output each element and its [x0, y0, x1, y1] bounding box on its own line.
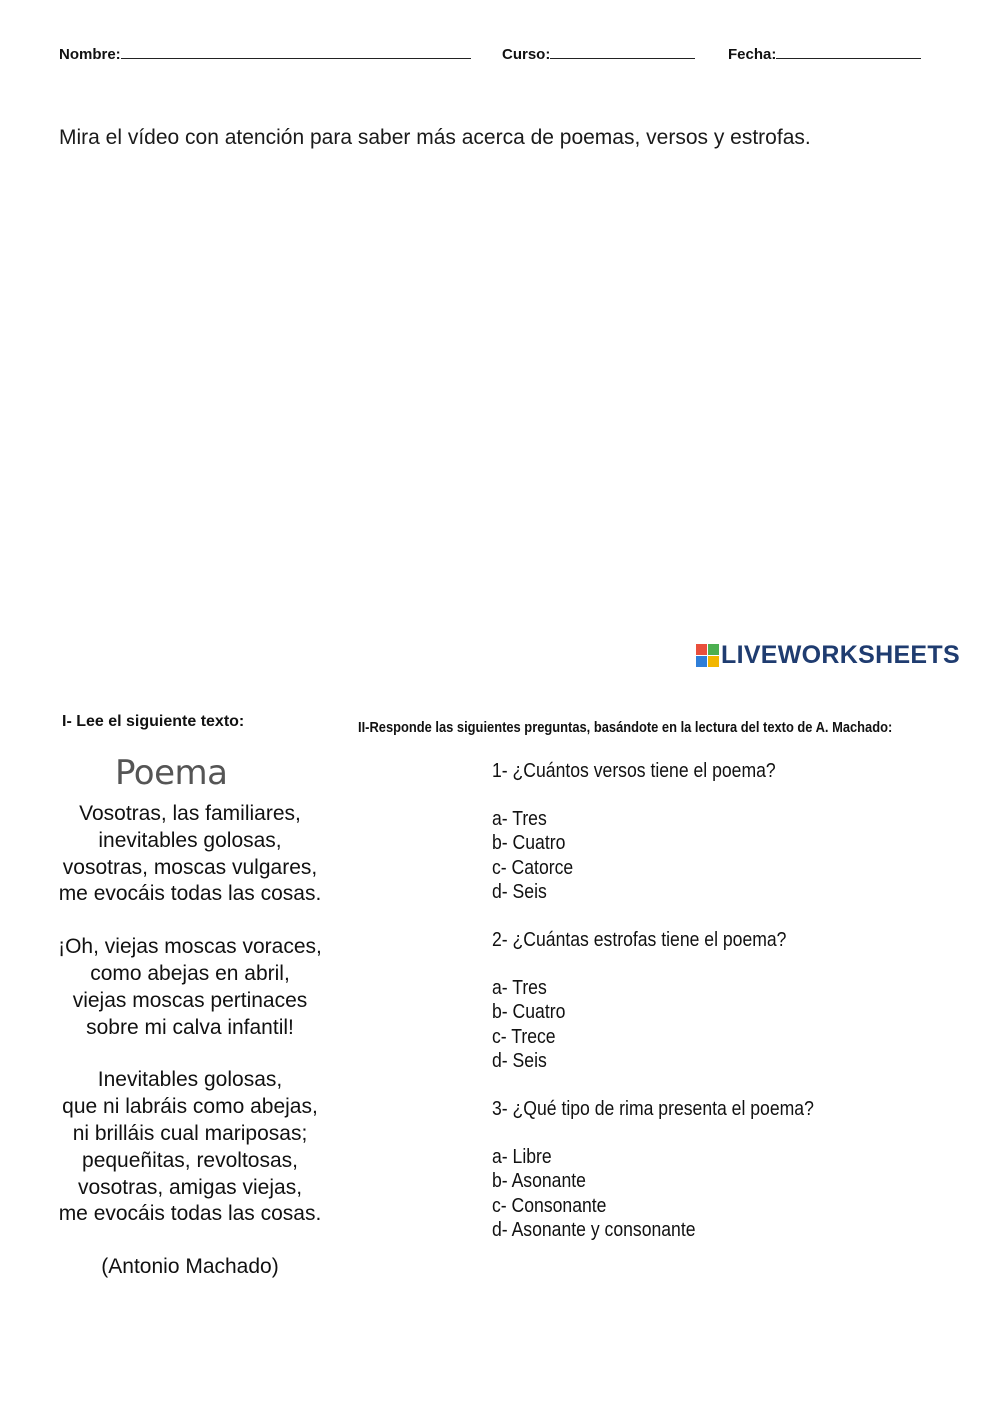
logo-squares-icon: [696, 644, 719, 667]
poem-line: como abejas en abril,: [90, 961, 290, 985]
answer-option[interactable]: c- Catorce: [492, 856, 574, 879]
answer-option[interactable]: a- Libre: [492, 1146, 552, 1169]
fecha-field[interactable]: [728, 44, 921, 63]
poem-stanza: [40, 934, 340, 1041]
fecha-label: Fecha:: [728, 46, 777, 63]
curso-line[interactable]: [550, 44, 695, 59]
curso-field[interactable]: [502, 44, 695, 63]
poem-title: Poema: [115, 753, 228, 793]
nombre-label: Nombre:: [59, 46, 121, 63]
poem-line: ni brilláis cual mariposas;: [72, 1121, 308, 1145]
poem-line: pequeñitas, revoltosas,: [82, 1148, 298, 1172]
answer-option[interactable]: a- Tres: [492, 808, 547, 831]
liveworksheets-logo: [696, 641, 960, 670]
fecha-line[interactable]: [776, 44, 921, 59]
answer-option[interactable]: b- Asonante: [492, 1170, 586, 1193]
question-prompt: 3- ¿Qué tipo de rima presenta el poema?: [492, 1098, 814, 1121]
answer-option[interactable]: c- Trece: [492, 1025, 556, 1048]
answer-option[interactable]: d- Seis: [492, 1049, 547, 1072]
poem-text: [40, 801, 340, 1281]
question-1: [492, 759, 814, 904]
section2-heading: II-Responde las siguientes preguntas, basándote en la lectura del texto de A. Machado:: [358, 719, 893, 736]
poem-line: Inevitables golosas,: [97, 1068, 283, 1092]
answer-option[interactable]: a- Tres: [492, 977, 547, 1000]
poem-line: que ni labráis como abejas,: [62, 1095, 318, 1119]
poem-line: me evocáis todas las cosas.: [58, 1202, 322, 1226]
question-prompt: 2- ¿Cuántas estrofas tiene el poema?: [492, 929, 787, 952]
answer-option[interactable]: d- Seis: [492, 880, 547, 903]
logo-square: [696, 656, 707, 667]
poem-line: viejas moscas pertinaces: [72, 988, 308, 1012]
intro-text: Mira el vídeo con atención para saber más acerca de poemas, versos y estrofas.: [59, 126, 811, 149]
curso-label: Curso:: [502, 46, 551, 63]
logo-square: [708, 656, 719, 667]
answer-option[interactable]: d- Asonante y consonante: [492, 1218, 696, 1241]
poem-line: me evocáis todas las cosas.: [58, 882, 322, 906]
poem-line: ¡Oh, viejas moscas voraces,: [58, 935, 322, 959]
logo-square: [696, 644, 707, 655]
answer-option[interactable]: b- Cuatro: [492, 832, 566, 855]
questions-list: [492, 759, 814, 1266]
poem-author: (Antonio Machado): [101, 1255, 279, 1279]
nombre-field[interactable]: [59, 44, 471, 63]
logo-text: LIVEWORKSHEETS: [721, 641, 960, 669]
poem-line: Vosotras, las familiares,: [79, 802, 301, 825]
answer-option[interactable]: c- Consonante: [492, 1194, 607, 1217]
answer-option[interactable]: b- Cuatro: [492, 1001, 566, 1024]
question-2: [492, 928, 814, 1073]
poem-line: vosotras, moscas vulgares,: [62, 855, 318, 879]
question-3: [492, 1097, 814, 1242]
poem-line: vosotras, amigas viejas,: [77, 1175, 303, 1199]
question-prompt: 1- ¿Cuántos versos tiene el poema?: [492, 760, 776, 782]
poem-line: sobre mi calva infantil!: [86, 1015, 294, 1039]
poem-stanza: [40, 801, 340, 908]
section1-heading: I- Lee el siguiente texto:: [62, 713, 245, 730]
poem-line: inevitables golosas,: [98, 828, 282, 852]
nombre-line[interactable]: [121, 44, 471, 59]
poem-stanza: [40, 1067, 340, 1228]
logo-square: [708, 644, 719, 655]
